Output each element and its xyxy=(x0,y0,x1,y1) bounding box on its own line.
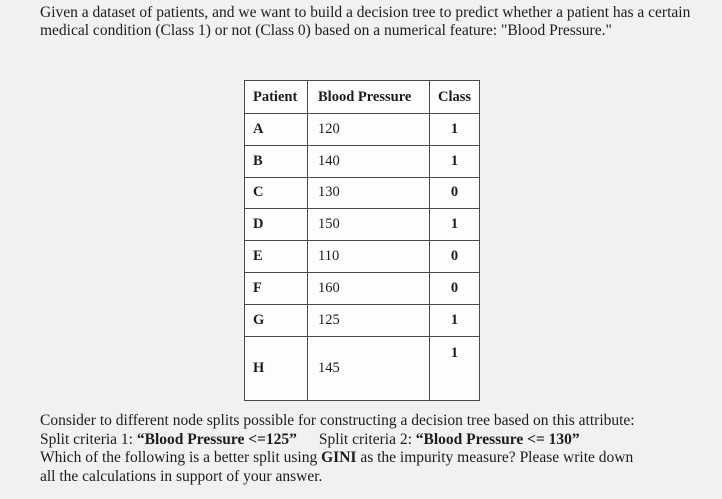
column-header-class: Class xyxy=(430,81,480,114)
class-cell: 0 xyxy=(430,177,480,209)
blood-pressure-cell: 120 xyxy=(308,114,430,146)
table-row xyxy=(245,241,480,273)
gini-term: GINI xyxy=(321,449,357,466)
table-row xyxy=(245,272,480,304)
question-line-3-start: Which of the following is a better split using xyxy=(40,449,322,466)
class-cell: 1 xyxy=(430,114,480,146)
column-header-blood-pressure: Blood Pressure xyxy=(308,81,430,114)
blood-pressure-cell: 160 xyxy=(308,272,430,304)
class-cell: 1 xyxy=(430,336,480,400)
column-header-patient: Patient xyxy=(245,81,308,114)
split-1-label: Split criteria 1: xyxy=(40,430,137,448)
blood-pressure-cell: 150 xyxy=(308,209,430,241)
table-row xyxy=(245,209,480,241)
table-row xyxy=(245,336,480,400)
class-cell: 0 xyxy=(430,272,480,304)
table-row xyxy=(245,304,480,336)
patient-cell: B xyxy=(245,145,308,177)
class-cell: 1 xyxy=(430,209,480,241)
question-line-4: all the calculations in support of your answer. xyxy=(40,467,323,485)
table-row xyxy=(245,177,480,209)
split-2-label: Split criteria 2: xyxy=(318,430,416,448)
blood-pressure-cell: 110 xyxy=(308,241,430,273)
problem-intro: Given a dataset of patients, and we want to build a decision tree to predict whether a patient has a certain medical condition (Class 1) or not (Class 0) based on a numerical feature: "Blood Pressure." xyxy=(40,4,691,39)
blood-pressure-cell: 140 xyxy=(308,145,430,177)
patient-cell: G xyxy=(245,304,308,336)
split-criteria-line xyxy=(40,431,700,450)
class-cell: 0 xyxy=(430,241,480,273)
patient-cell: A xyxy=(245,114,308,146)
patient-table xyxy=(244,80,480,401)
table-row xyxy=(245,145,480,177)
patient-cell: C xyxy=(245,177,308,209)
patient-cell: H xyxy=(245,336,308,400)
question-line-1: Consider to different node splits possible for constructing a decision tree based on this attribute: xyxy=(40,412,635,429)
blood-pressure-cell: 130 xyxy=(308,177,430,209)
patient-cell: E xyxy=(245,241,308,273)
patient-cell: F xyxy=(245,272,308,304)
table-row xyxy=(245,114,480,146)
split-2-condition: “Blood Pressure <= 130” xyxy=(415,430,580,448)
split-1-condition: “Blood Pressure <=125” xyxy=(136,430,297,448)
table-header-row xyxy=(245,81,480,114)
blood-pressure-cell: 125 xyxy=(308,304,430,336)
class-cell: 1 xyxy=(430,304,480,336)
question-text xyxy=(40,412,700,486)
question-line-3-end: as the impurity measure? Please write down xyxy=(356,449,634,466)
class-cell: 1 xyxy=(430,145,480,177)
patient-cell: D xyxy=(245,209,308,241)
question-line-3 xyxy=(40,449,700,468)
blood-pressure-cell: 145 xyxy=(308,336,430,400)
